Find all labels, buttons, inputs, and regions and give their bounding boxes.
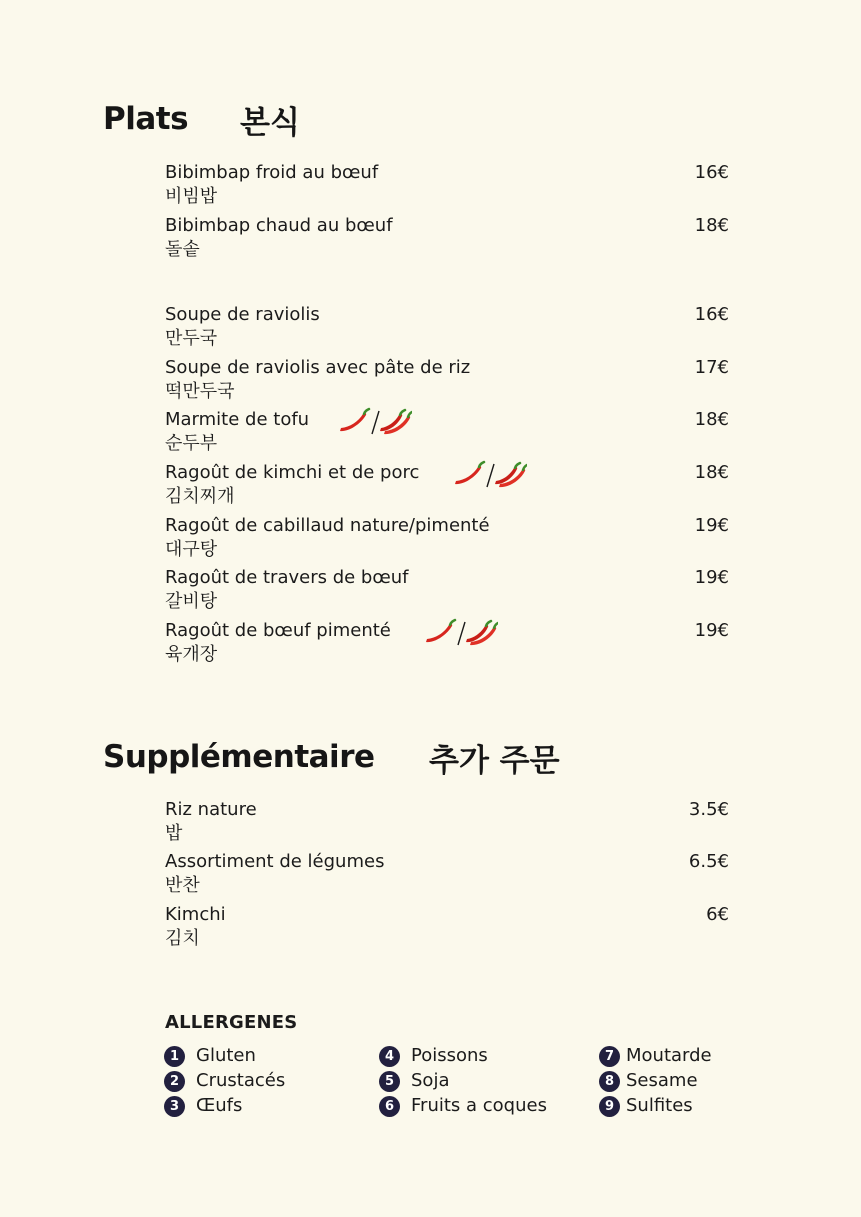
menu-item-name: Ragoût de cabillaud nature/pimenté bbox=[165, 515, 490, 536]
menu-item-korean-name: 반찬 bbox=[165, 875, 200, 896]
menu-item bbox=[165, 357, 729, 407]
menu-item bbox=[165, 215, 729, 265]
section-title-supplementaire bbox=[103, 739, 560, 779]
allergen-label: Fruits a coques bbox=[411, 1095, 547, 1116]
allergen-number-badge: 5 bbox=[379, 1071, 400, 1092]
menu-item-korean-name: 돌솥 bbox=[165, 239, 200, 260]
section-title-plats-kr: 본식 bbox=[240, 105, 300, 141]
menu-item-korean-name: 비빔밥 bbox=[165, 186, 218, 207]
menu-item bbox=[165, 515, 729, 565]
menu-item-price: 18€ bbox=[694, 462, 729, 483]
allergen-label: Gluten bbox=[196, 1045, 256, 1066]
menu-item-name: Bibimbap froid au bœuf bbox=[165, 162, 379, 183]
chili-pepper-icon bbox=[424, 618, 498, 648]
menu-item-korean-name: 갈비탕 bbox=[165, 591, 218, 612]
menu-item-name: Riz nature bbox=[165, 799, 257, 820]
menu-item-name: Ragoût de travers de bœuf bbox=[165, 567, 409, 588]
menu-item-price: 16€ bbox=[694, 162, 729, 183]
single-pepper-icon bbox=[426, 620, 455, 642]
menu-item-name: Soupe de raviolis bbox=[165, 304, 320, 325]
allergen-number-badge: 3 bbox=[164, 1096, 185, 1117]
menu-item-korean-name: 대구탕 bbox=[165, 539, 218, 560]
menu-item-price: 19€ bbox=[694, 567, 729, 588]
allergen-number-badge: 1 bbox=[164, 1046, 185, 1067]
slash-separator bbox=[458, 622, 465, 645]
slash-separator bbox=[372, 411, 379, 434]
menu-item-price: 16€ bbox=[694, 304, 729, 325]
menu-item-name: Bibimbap chaud au bœuf bbox=[165, 215, 393, 236]
menu-item-price: 17€ bbox=[694, 357, 729, 378]
menu-item bbox=[165, 162, 729, 212]
allergen-number-badge: 6 bbox=[379, 1096, 400, 1117]
double-pepper-icon bbox=[380, 410, 412, 434]
allergen-number-badge: 9 bbox=[599, 1096, 620, 1117]
menu-item-price: 6€ bbox=[706, 904, 729, 925]
menu-item-price: 18€ bbox=[694, 215, 729, 236]
allergen-number-badge: 2 bbox=[164, 1071, 185, 1092]
menu-item-price: 19€ bbox=[694, 515, 729, 536]
menu-item-korean-name: 김치 bbox=[165, 928, 200, 949]
single-pepper-icon bbox=[340, 409, 369, 431]
menu-item-name: Marmite de tofu bbox=[165, 409, 310, 430]
menu-item-price: 3.5€ bbox=[688, 799, 729, 820]
allergen-number-badge: 8 bbox=[599, 1071, 620, 1092]
menu-item-korean-name: 떡만두국 bbox=[165, 381, 235, 402]
chili-pepper-icon bbox=[453, 460, 527, 490]
menu-item bbox=[165, 904, 729, 954]
menu-item-name: Ragoût de bœuf pimenté bbox=[165, 620, 391, 641]
slash-separator bbox=[487, 464, 494, 487]
allergen-label: Soja bbox=[411, 1070, 450, 1091]
allergen-label: Œufs bbox=[196, 1095, 243, 1116]
allergen-label: Sesame bbox=[626, 1070, 698, 1091]
menu-item-korean-name: 육개장 bbox=[165, 644, 218, 665]
menu-item-name: Kimchi bbox=[165, 904, 226, 925]
menu-item-price: 19€ bbox=[694, 620, 729, 641]
allergen-number-badge: 7 bbox=[599, 1046, 620, 1067]
section-title-supplementaire-kr: 추가 주문 bbox=[429, 743, 560, 779]
menu-item-korean-name: 순두부 bbox=[165, 433, 218, 454]
menu-item-price: 18€ bbox=[694, 409, 729, 430]
allergens-title: ALLERGENES bbox=[165, 1012, 298, 1033]
menu-item-name: Ragoût de kimchi et de porc bbox=[165, 462, 420, 483]
section-title-plats-fr: Plats bbox=[103, 101, 189, 137]
menu-item bbox=[165, 462, 729, 512]
allergen-label: Poissons bbox=[411, 1045, 488, 1066]
single-pepper-icon bbox=[455, 462, 484, 484]
menu-item bbox=[165, 304, 729, 354]
menu-item-korean-name: 만두국 bbox=[165, 328, 218, 349]
menu-item-name: Soupe de raviolis avec pâte de riz bbox=[165, 357, 471, 378]
double-pepper-icon bbox=[466, 621, 498, 645]
chili-pepper-icon bbox=[338, 407, 412, 437]
section-title-plats bbox=[103, 101, 300, 141]
allergen-label: Sulfites bbox=[626, 1095, 693, 1116]
menu-item bbox=[165, 409, 729, 459]
double-pepper-icon bbox=[495, 463, 527, 487]
menu-item bbox=[165, 851, 729, 901]
menu-item-price: 6.5€ bbox=[688, 851, 729, 872]
allergen-label: Moutarde bbox=[626, 1045, 712, 1066]
menu-item bbox=[165, 620, 729, 670]
menu-item-korean-name: 김치찌개 bbox=[165, 486, 235, 507]
menu-item bbox=[165, 567, 729, 617]
allergen-label: Crustacés bbox=[196, 1070, 286, 1091]
menu-item-korean-name: 밥 bbox=[165, 823, 183, 844]
allergen-number-badge: 4 bbox=[379, 1046, 400, 1067]
section-title-supplementaire-fr: Supplémentaire bbox=[103, 739, 375, 775]
menu-item-name: Assortiment de légumes bbox=[165, 851, 385, 872]
menu-item bbox=[165, 799, 729, 849]
